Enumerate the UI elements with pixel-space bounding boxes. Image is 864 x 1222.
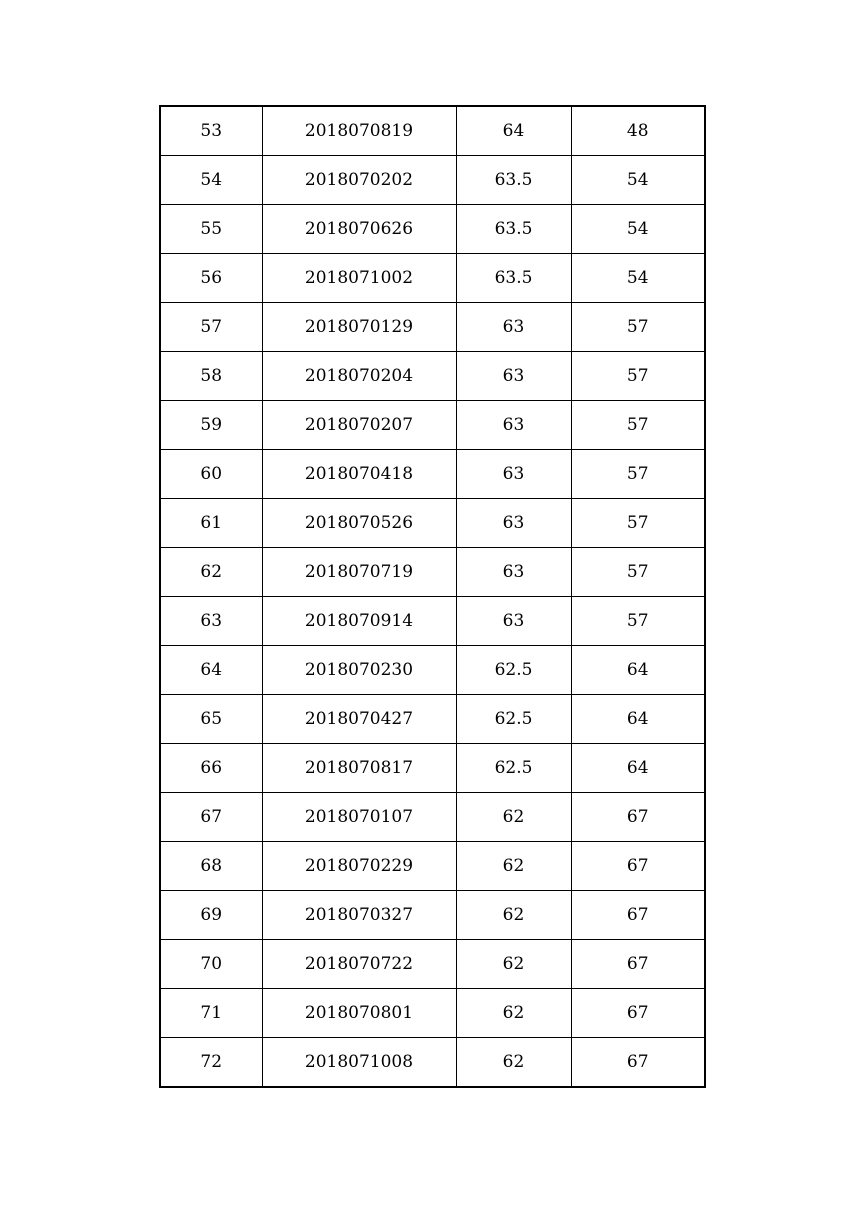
seq-cell: 63: [160, 597, 262, 646]
exam-id-cell: 2018071008: [262, 1038, 456, 1088]
seq-cell: 70: [160, 940, 262, 989]
table-row: [160, 842, 705, 891]
table-body: [160, 106, 705, 1087]
rank-cell: 57: [571, 352, 705, 401]
exam-id-cell: 2018070327: [262, 891, 456, 940]
score-table: [159, 105, 706, 1088]
seq-cell: 55: [160, 205, 262, 254]
exam-id-cell: 2018070914: [262, 597, 456, 646]
rank-cell: 57: [571, 303, 705, 352]
table-row: [160, 597, 705, 646]
rank-cell: 57: [571, 597, 705, 646]
seq-cell: 71: [160, 989, 262, 1038]
rank-cell: 67: [571, 793, 705, 842]
table-row: [160, 744, 705, 793]
rank-cell: 54: [571, 156, 705, 205]
score-cell: 64: [456, 106, 571, 156]
rank-cell: 57: [571, 401, 705, 450]
exam-id-cell: 2018070719: [262, 548, 456, 597]
table-row: [160, 940, 705, 989]
score-cell: 63: [456, 548, 571, 597]
score-cell: 62: [456, 940, 571, 989]
exam-id-cell: 2018070202: [262, 156, 456, 205]
score-cell: 63: [456, 401, 571, 450]
score-cell: 62: [456, 891, 571, 940]
score-cell: 62: [456, 842, 571, 891]
rank-cell: 57: [571, 499, 705, 548]
score-cell: 63.5: [456, 205, 571, 254]
table-row: [160, 156, 705, 205]
seq-cell: 62: [160, 548, 262, 597]
exam-id-cell: 2018070722: [262, 940, 456, 989]
score-cell: 63: [456, 499, 571, 548]
score-cell: 63.5: [456, 156, 571, 205]
score-cell: 62: [456, 793, 571, 842]
table-row: [160, 891, 705, 940]
exam-id-cell: 2018070801: [262, 989, 456, 1038]
score-cell: 62.5: [456, 744, 571, 793]
exam-id-cell: 2018070626: [262, 205, 456, 254]
rank-cell: 67: [571, 842, 705, 891]
exam-id-cell: 2018071002: [262, 254, 456, 303]
table-row: [160, 793, 705, 842]
exam-id-cell: 2018070230: [262, 646, 456, 695]
score-cell: 62.5: [456, 695, 571, 744]
seq-cell: 67: [160, 793, 262, 842]
seq-cell: 56: [160, 254, 262, 303]
rank-cell: 67: [571, 1038, 705, 1088]
table-row: [160, 1038, 705, 1088]
score-cell: 63.5: [456, 254, 571, 303]
seq-cell: 60: [160, 450, 262, 499]
table-row: [160, 303, 705, 352]
table-row: [160, 106, 705, 156]
table-row: [160, 254, 705, 303]
table-row: [160, 205, 705, 254]
exam-id-cell: 2018070204: [262, 352, 456, 401]
seq-cell: 61: [160, 499, 262, 548]
rank-cell: 54: [571, 254, 705, 303]
seq-cell: 58: [160, 352, 262, 401]
seq-cell: 65: [160, 695, 262, 744]
seq-cell: 59: [160, 401, 262, 450]
rank-cell: 64: [571, 744, 705, 793]
table-row: [160, 989, 705, 1038]
rank-cell: 57: [571, 548, 705, 597]
exam-id-cell: 2018070418: [262, 450, 456, 499]
table-row: [160, 646, 705, 695]
rank-cell: 67: [571, 891, 705, 940]
exam-id-cell: 2018070819: [262, 106, 456, 156]
rank-cell: 48: [571, 106, 705, 156]
seq-cell: 69: [160, 891, 262, 940]
score-cell: 63: [456, 597, 571, 646]
seq-cell: 54: [160, 156, 262, 205]
rank-cell: 67: [571, 989, 705, 1038]
seq-cell: 66: [160, 744, 262, 793]
table-row: [160, 695, 705, 744]
table-row: [160, 548, 705, 597]
exam-id-cell: 2018070129: [262, 303, 456, 352]
score-cell: 62: [456, 989, 571, 1038]
exam-id-cell: 2018070207: [262, 401, 456, 450]
score-cell: 62.5: [456, 646, 571, 695]
exam-id-cell: 2018070229: [262, 842, 456, 891]
exam-id-cell: 2018070107: [262, 793, 456, 842]
rank-cell: 54: [571, 205, 705, 254]
exam-id-cell: 2018070526: [262, 499, 456, 548]
table-row: [160, 401, 705, 450]
table-row: [160, 450, 705, 499]
table-row: [160, 352, 705, 401]
score-cell: 63: [456, 352, 571, 401]
score-cell: 62: [456, 1038, 571, 1088]
seq-cell: 57: [160, 303, 262, 352]
exam-id-cell: 2018070817: [262, 744, 456, 793]
seq-cell: 53: [160, 106, 262, 156]
table-row: [160, 499, 705, 548]
seq-cell: 64: [160, 646, 262, 695]
rank-cell: 64: [571, 695, 705, 744]
score-cell: 63: [456, 303, 571, 352]
rank-cell: 64: [571, 646, 705, 695]
rank-cell: 57: [571, 450, 705, 499]
exam-id-cell: 2018070427: [262, 695, 456, 744]
seq-cell: 68: [160, 842, 262, 891]
seq-cell: 72: [160, 1038, 262, 1088]
score-cell: 63: [456, 450, 571, 499]
rank-cell: 67: [571, 940, 705, 989]
